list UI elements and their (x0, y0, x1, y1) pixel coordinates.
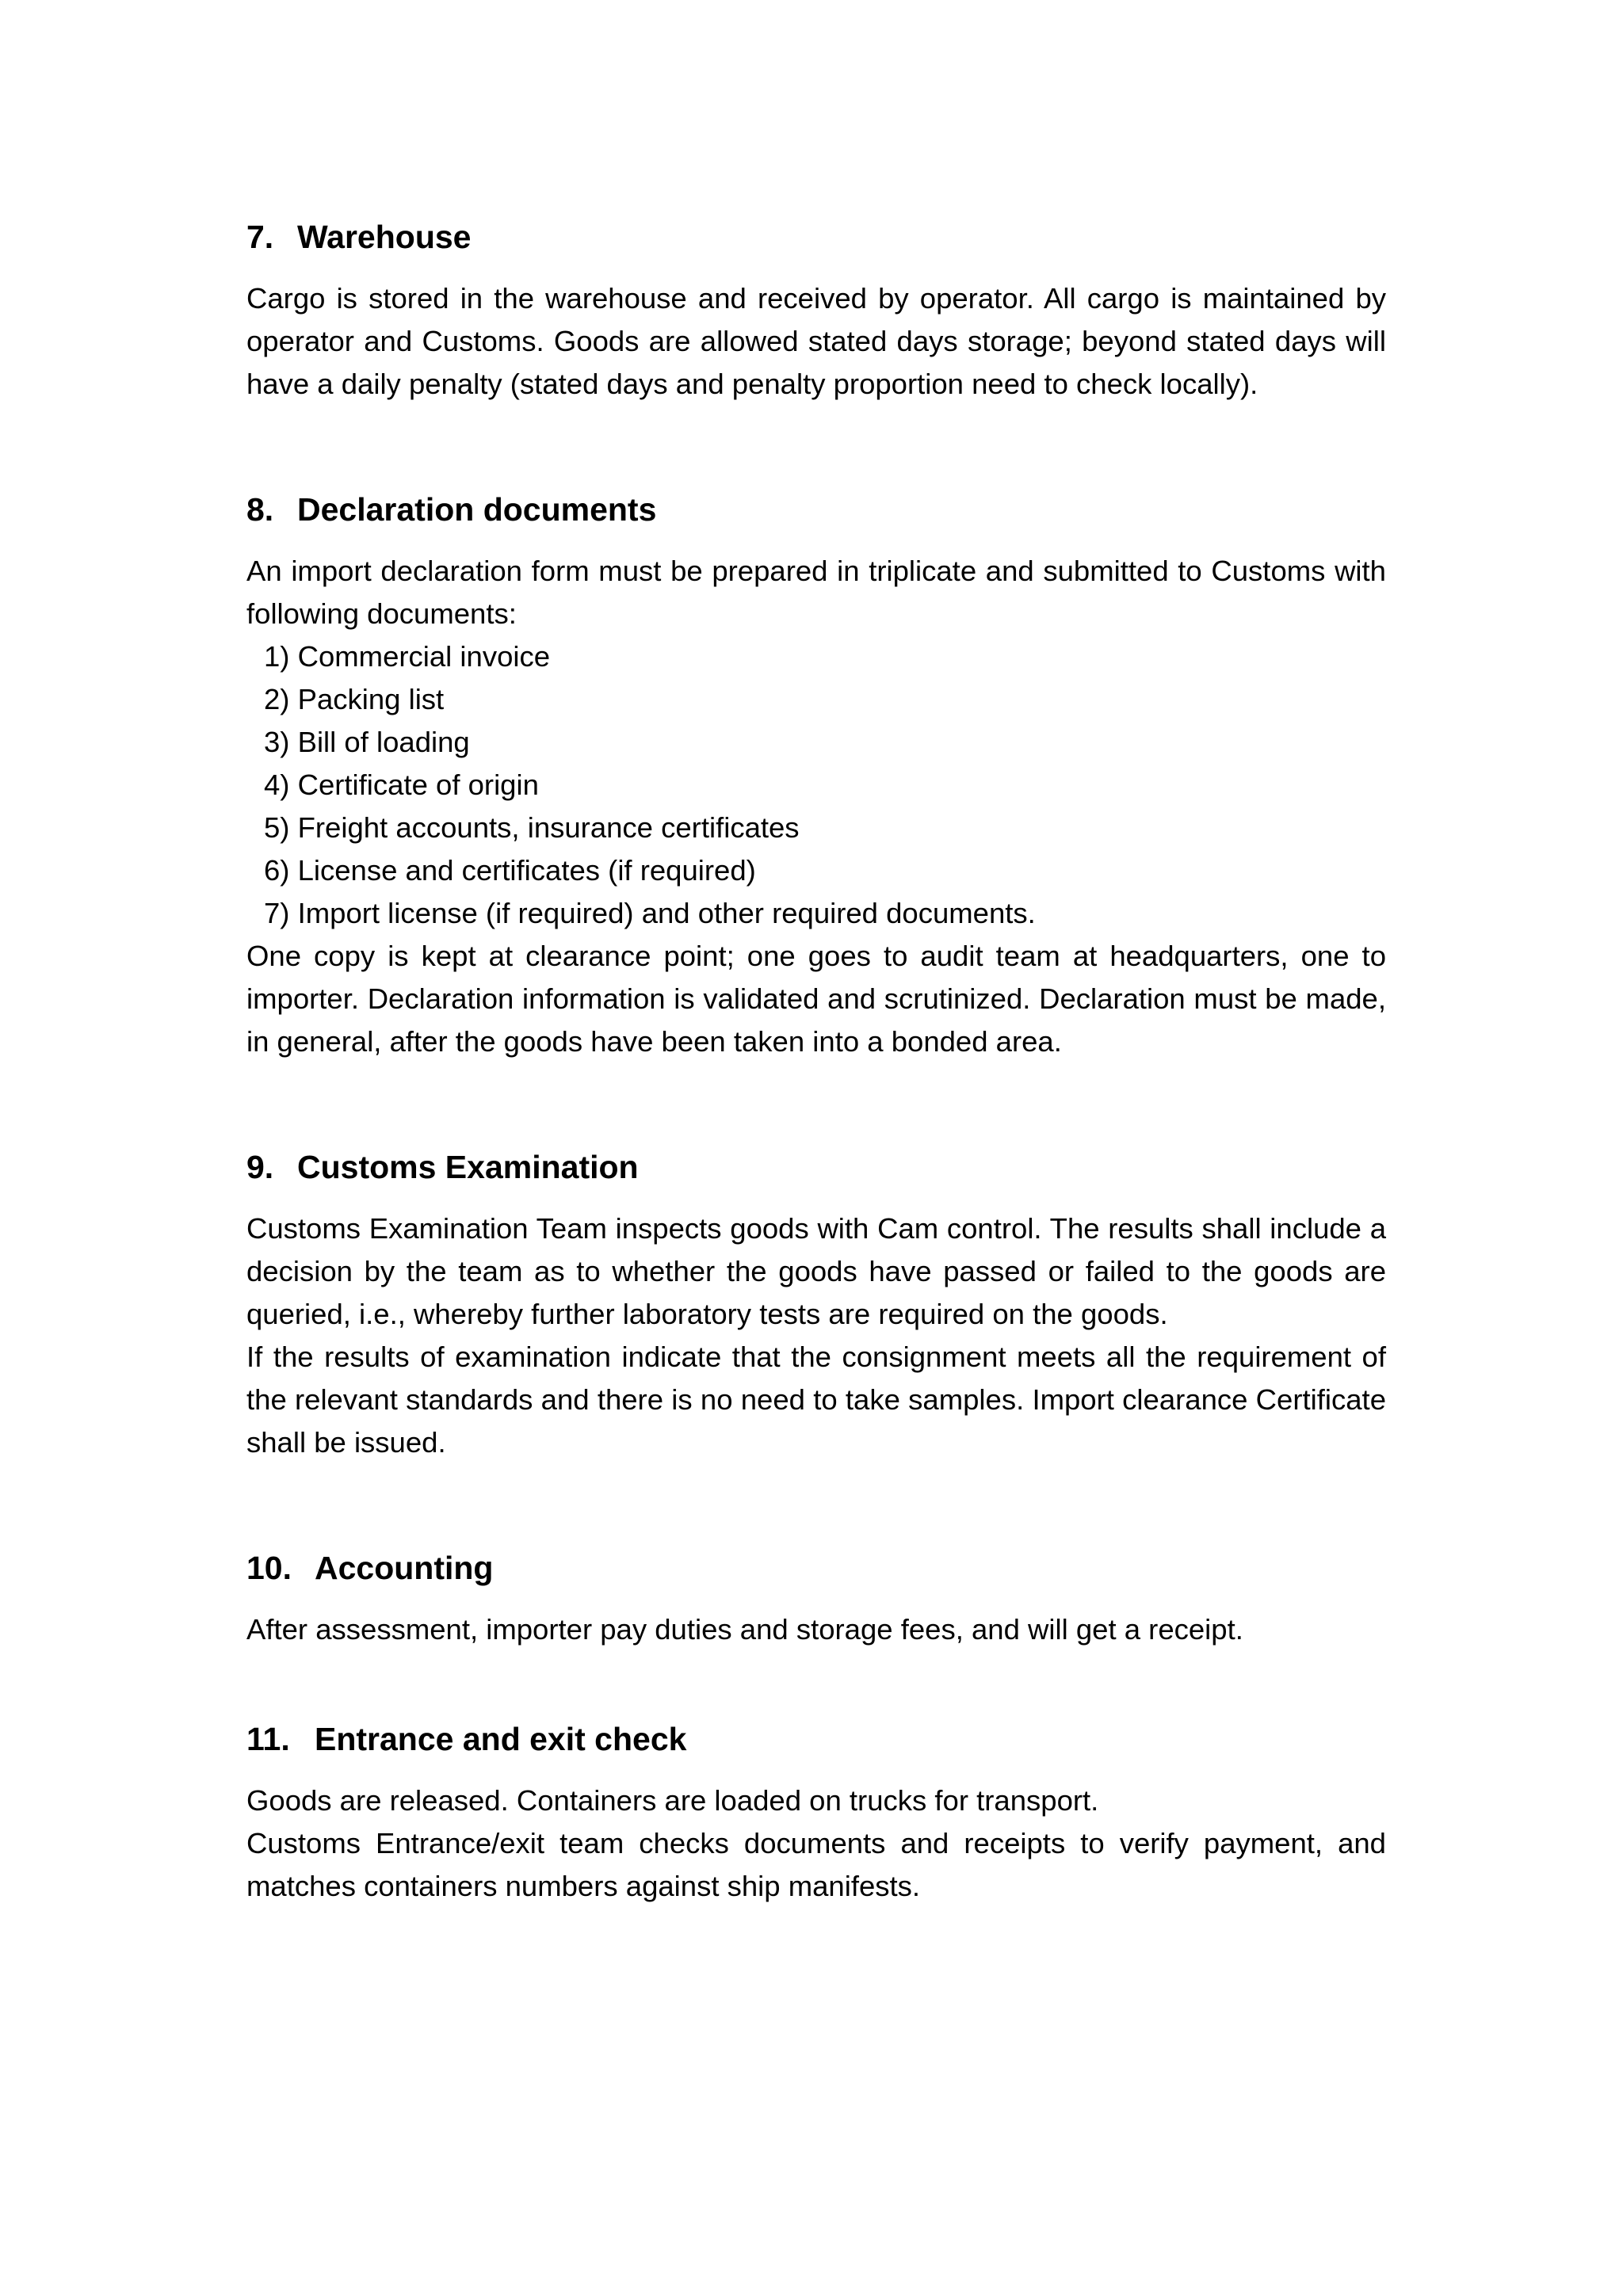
section-title: Declaration documents (297, 491, 657, 528)
section-entrance-exit-check (246, 1718, 1386, 1908)
section-paragraph: Goods are released. Containers are loaded on trucks for transport. (246, 1784, 1099, 1817)
section-number: 9. (246, 1149, 274, 1185)
list-item: 3) Bill of loading (264, 726, 470, 758)
list-item: 7) Import license (if required) and other required documents. (264, 897, 1036, 929)
section-title: Accounting (315, 1550, 494, 1586)
section-heading (246, 1547, 1386, 1589)
section-warehouse (246, 215, 1386, 406)
section-intro: An import declaration form must be prepared in triplicate and submitted to Customs with following documents: (246, 555, 1386, 630)
section-paragraph: Customs Entrance/exit team checks documents and receipts to verify payment, and matches containers numbers against ship manifests. (246, 1827, 1386, 1902)
section-title: Warehouse (297, 219, 472, 255)
section-paragraph: Customs Examination Team inspects goods with Cam control. The results shall include a decision by the team as to whether the goods have passed or failed to the goods are queried, i.e., whereby further laboratory tests are required on the goods. (246, 1212, 1386, 1330)
list-item: 5) Freight accounts, insurance certificates (264, 811, 800, 844)
section-heading (246, 1718, 1386, 1760)
section-heading (246, 1146, 1386, 1188)
list-item: 2) Packing list (264, 683, 445, 715)
section-declaration-documents (246, 488, 1386, 1063)
section-paragraph: Cargo is stored in the warehouse and received by operator. All cargo is maintained by operator and Customs. Goods are allowed stated days storage; beyond stated days will have a daily penalty (stated days and penalty proportion need to check locally). (246, 282, 1386, 400)
section-number: 11. (246, 1721, 290, 1757)
section-number: 10. (246, 1550, 292, 1586)
section-number: 7. (246, 219, 274, 255)
section-customs-examination (246, 1146, 1386, 1464)
section-paragraph: After assessment, importer pay duties and storage fees, and will get a receipt. (246, 1613, 1243, 1646)
document-list (246, 635, 1386, 935)
section-outro: One copy is kept at clearance point; one goes to audit team at headquarters, one to importer. Declaration information is validated and scrutinized. Declaration must be made, in general, after the goods have been taken into a bonded area. (246, 940, 1386, 1058)
section-title: Entrance and exit check (315, 1721, 687, 1757)
section-number: 8. (246, 491, 274, 528)
section-heading (246, 215, 1386, 258)
list-item: 4) Certificate of origin (264, 769, 539, 801)
list-item: 1) Commercial invoice (264, 640, 551, 673)
section-heading (246, 488, 1386, 531)
list-item: 6) License and certificates (if required) (264, 854, 756, 887)
section-title: Customs Examination (297, 1149, 639, 1185)
section-paragraph: If the results of examination indicate that the consignment meets all the requirement of the relevant standards and there is no need to take samples. Import clearance Certificate shall be issued. (246, 1341, 1386, 1459)
document-page (246, 215, 1386, 1908)
section-accounting (246, 1547, 1386, 1651)
